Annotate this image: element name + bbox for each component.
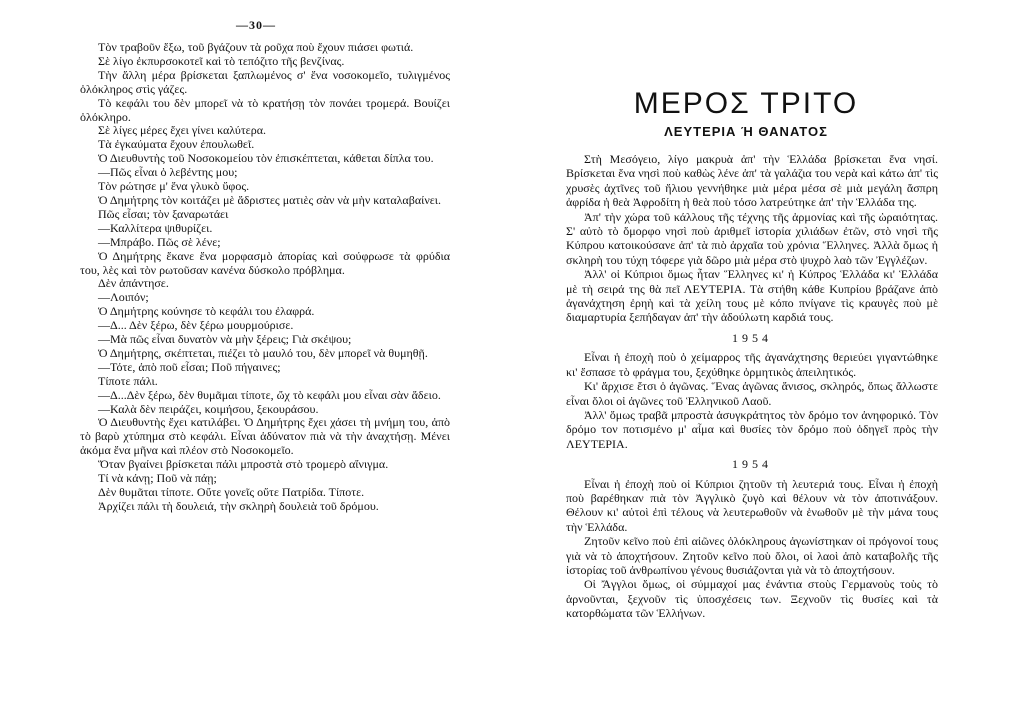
paragraph: Σὲ λίγες μέρες ἔχει γίνει καλύτερα. [98, 123, 266, 138]
part-subtitle: ΛΕΥΤΕΡΙΑ Ή ΘΑΝΑΤΟΣ [664, 124, 828, 139]
paragraph: —Καλὰ δὲν πειράζει, κοιμήσου, ξεκουράσου. [98, 401, 319, 416]
paragraph: Ἀλλ' οἱ Κύπριοι ὅμως ἦταν Ἕλληνες κι' ἡ Κύπρος Ἑλλάδα κι' Ἑλλάδα μὲ τὴ σειρά της θὰ πεῖ ΛΕΥΤΕΡΙΑ. Τὰ στήθη κάθε Κυπρίου βράζανε ἀπὸ ἀγανάχτηση ἐρηὴ καὶ τὰ χείλη τους μὲ κόπο πνίγανε τὶς κραυγὲς ποὺ μὲ διαμαρτυρία ξεπήδαγαν ἀπ' τὴν ἀδούλωτη καρδιά τους. [566, 267, 938, 325]
paragraph: Ἀλλ' ὅμως τραβᾶ μπροστὰ ἀσυγκράτητος τὸν δρόμο τον ἀνηφορικό. Τὸν δρόμο τον ποτισμένο μ' αἷμα καὶ θυσίες τὸν δρόμο ποὺ ὁδηγεῖ πρὸς τὴν ΛΕΥΤΕΡΙΑ. [566, 407, 938, 451]
paragraph: Στὴ Μεσόγειο, λίγο μακρυὰ ἀπ' τὴν Ἑλλάδα βρίσκεται ἕνα νησί. Βρίσκεται ἕνα νησὶ ποὺ καθὼς λένε ἀπ' τὰ γαλάζια του νερὰ καὶ κάτω ἀπ' τὶς χρυσὲς ἀχτῖνες τοῦ ἥλιου γεννήθηκε μιὰ μέρα μέσα σὲ μιὰ μεγάλη ἄσπρη ἀφρίδα ἡ θεὰ Ἀφροδίτη ἡ θεὰ ποὺ τόσο λατρεύτηκε ἀπ' τὴν Ἑλλάδα της. [566, 152, 938, 210]
paragraph: Ὁ Δημήτρης κούνησε τὸ κεφάλι του ἐλαφρά. [98, 304, 315, 319]
paragraph: Εἶναι ἡ ἐποχὴ ποὺ οἱ Κύπριοι ζητοῦν τὴ λευτεριά τους. Εἶναι ἡ ἐποχὴ ποὺ βαρέθηκαν πιὰ τὸν Ἀγγλικὸ ζυγὸ καὶ θέλουν νὰ τὸν ἀποτινάξουν. Θέλουν κι' αὐτοὶ ἐπὶ τέλους νὰ λευτερωθοῦν νὰ ἑνωθοῦν μὲ τὴν μάνα τους τὴν Ἑλλάδα. [566, 476, 938, 534]
paragraph: Τί νὰ κάνῃ; Ποῦ νὰ πάῃ; [98, 471, 217, 486]
paragraph: —Μπράβο. Πῶς σὲ λένε; [98, 234, 221, 249]
paragraph: Ὁ Δημήτρης τὸν κοιτάζει μὲ ἄδριστες ματιὲς σὰν νὰ μὴν καταλαβαίνει. [98, 192, 442, 207]
year-heading: 1954 [732, 457, 772, 472]
paragraph: Εἶναι ἡ ἐποχὴ ποὺ ὁ χείμαρρος τῆς ἀγανάχτησης θεριεύει γιγαντώθηκε κι' ἔσπασε τὸ φράγμα του, ξεχύθηκε ὁρμητικὸς ἀπειλητικός. [566, 350, 938, 379]
left-page-text [80, 41, 450, 514]
paragraph: Ὁ Διευθυντὴς ἔχει κατιλάβει. Ὁ Δημήτρης ἔχει χάσει τὴ μνήμη του, ἀπὸ τὸ βαρὺ χτύπημα στὸ κεφάλι. Εἶναι ἀδύνατον πιὰ νὰ τὴν ἀναχτήσῃ. Μένει ἀκόμα ἕνα μῆνα καὶ πλέον στὸ Νοσοκομεῖο. [80, 415, 450, 458]
part-title: ΜΕΡΟΣ ΤΡΙΤΟ [633, 87, 859, 120]
paragraph: Τὸν τραβοῦν ἔξω, τοῦ βγάζουν τὰ ροῦχα ποὺ ἔχουν πιάσει φωτιά. [98, 40, 414, 54]
paragraph: Οἱ Ἄγγλοι ὅμως, οἱ σύμμαχοί μας ἐνάντια στοὺς Γερμανοὺς τοὺς τὸ ἀρνοῦνται, ξεχνοῦν τὶς ὑποσχέσεις των. Ξεχνοῦν τὶς θυσίες καὶ τὰ κατορθώματα τῶν Ἑλλήνων. [566, 577, 938, 621]
paragraph: Τὸν ρώτησε μ' ἕνα γλυκὸ ὕφος. [98, 179, 250, 194]
right-page-text [566, 152, 938, 621]
paragraph: —Καλλίτερα ψιθυρίζει. [98, 220, 213, 235]
paragraph: Τὰ ἐγκαύματα ἔχουν ἐπουλωθεῖ. [98, 137, 255, 152]
paragraph: —Δ...Δὲν ξέρω, δὲν θυμᾶμαι τίποτε, ὤχ τὸ κεφάλι μου εἶναι σὰν ἄδειο. [98, 387, 441, 402]
paragraph: Τίποτε πάλι. [98, 373, 158, 388]
paragraph: —Λοιπόν; [98, 290, 149, 305]
paragraph: Ζητοῦν κεῖνο ποὺ ἐπὶ αἰῶνες ὁλόκληρους ἀγωνίστηκαν οἱ πρόγονοί τους γιὰ νὰ τὸ ἀποχτήσουν. Ζητοῦν κεῖνο ποὺ ὅλοι, οἱ λαοὶ ἀπὸ καταβολῆς τῆς ἱστορίας τοῦ ἀνθρωπίνου γένους θυσιάζονται γιὰ νὰ τὸ ἀποχτήσουν. [566, 534, 938, 577]
paragraph: Τὴν ἄλλη μέρα βρίσκεται ξαπλωμένος σ' ἕνα νοσοκομεῖο, τυλιγμένος ὁλόκληρος στὶς γάζες. [80, 67, 450, 96]
paragraph: Δὲν θυμᾶται τίποτε. Οὔτε γονεῖς οὔτε Πατρίδα. Τίποτε. [98, 485, 365, 499]
paragraph: —Δ... Δὲν ξέρω, δὲν ξέρω μουρμούρισε. [98, 318, 294, 333]
paragraph: Ἀρχίζει πάλι τὴ δουλειά, τὴν σκληρὴ δουλειὰ τοῦ δρόμου. [98, 498, 379, 513]
paragraph: —Πῶς εἶναι ὁ λεβέντης μου; [98, 165, 238, 180]
paragraph: Ἀπ' τὴν χώρα τοῦ κάλλους τῆς τέχνης τῆς ἁρμονίας καὶ τῆς ὡραιότητας. Σ' αὐτὸ τὸ ὄμορφο νησὶ ποὺ ἀριθμεῖ ἱστορία χιλιάδων ἐτῶν, στὸ νησὶ τῆς Κύπρου κατοικούσανε ἀπ' τὰ πιὸ ἀρχαῖα τοὺ χρόνια Ἕλληνες. Ἀλλὰ ὅμως ἡ σκληρὴ του τύχη τόφερε γιὰ δῶρο μιὰ μέρα στὸ ψυχρὸ λαὸ τῶν Ἐγγλέζων. [566, 209, 938, 267]
paragraph: Ὅταν βγαίνει βρίσκεται πάλι μπροστὰ στὸ τρομερὸ αἴνιγμα. [98, 457, 389, 472]
paragraph: Πῶς εἶσαι; τὸν ξαναρωτάει [98, 206, 229, 221]
paragraph: Κι' ἄρχισε ἔτσι ὁ ἀγῶνας. Ἕνας ἀγῶνας ἄνισος, σκληρός, ὅπως ἄλλωστε εἶναι ὅλοι οἱ ἀγῶνες τοῦ Ἑλληνικοῦ Λαοῦ. [566, 379, 938, 408]
page-number: —30— [236, 18, 276, 32]
paragraph: Ὁ Δημήτρης, σκέπτεται, πιέζει τὸ μαυλό του, δὲν μπορεῖ νὰ θυμηθῇ. [98, 345, 428, 360]
paragraph: —Μὰ πῶς εἶναι δυνατὸν νὰ μὴν ξέρεις; Γιὰ σκέψου; [98, 332, 352, 347]
paragraph: —Τότε, ἀπὸ ποῦ εἶσαι; Ποῦ πήγαινες; [98, 359, 281, 374]
paragraph: Τὸ κεφάλι του δὲν μπορεῖ νὰ τὸ κρατήσῃ τὸν πονάει τρομερά. Βουίζει ὁλόκληρο. [80, 95, 450, 124]
year-heading: 1954 [732, 330, 772, 345]
paragraph: Ὁ Διευθυντὴς τοῦ Νοσοκομείου τὸν ἐπισκέπτεται, κάθεται δίπλα του. [98, 151, 434, 166]
paragraph: Δὲν ἀπάντησε. [98, 276, 169, 291]
paragraph: Σὲ λίγο ἐκπυρσοκοτεῖ καὶ τὸ τεπόζιτο τῆς βενζίνας. [98, 53, 345, 68]
paragraph: Ὁ Δημήτρης ἔκανε ἕνα μορφασμὸ ἀπορίας καὶ σούφρωσε τὰ φρύδια του, λὲς καὶ τὸν ρωτοῦσαν κανένα δύσκολο πρόβλημα. [80, 248, 450, 277]
